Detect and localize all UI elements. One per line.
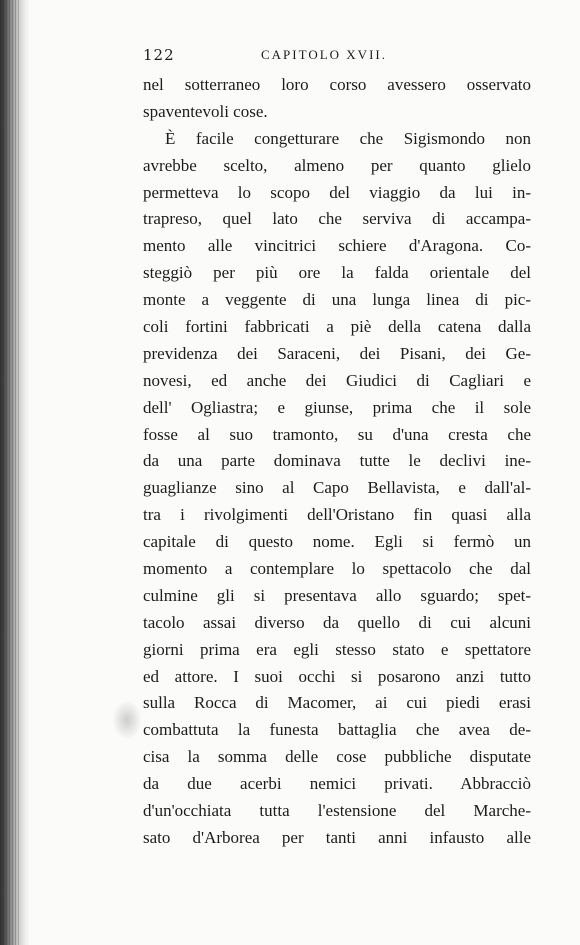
text-line: steggiò per più ore la falda orientale del [143,263,531,283]
text-line: permetteva lo scopo del viaggio da lui in- [143,182,531,202]
text-line: spaventevoli cose. [143,101,268,121]
text-line: previdenza dei Saraceni, dei Pisani, dei Ge- [143,343,531,363]
text-line: coli fortini fabbricati a piè della catena dalla [143,317,531,337]
text-line: sato d'Arborea per tanti anni infausto alle [143,827,531,847]
running-head: CAPITOLO XVII. [261,47,387,62]
text-line: d'un'occhiata tutta l'estensione del Marche- [143,801,531,821]
text-line: ed attore. I suoi occhi si posarono anzi tutto [143,666,531,686]
text-line: avrebbe scelto, almeno per quanto glielo [143,155,531,175]
page-number: 122 [143,46,175,64]
body-text [143,72,531,852]
text-line: capitale di questo nome. Egli si fermò un [143,532,531,552]
page-header [143,46,531,68]
text-line: culmine gli si presentava allo sguardo; spet- [143,585,531,605]
text-line: cisa la somma delle cose pubbliche disputate [143,747,531,767]
text-line: tacolo assai diverso da quello di cui alcuni [143,612,531,632]
text-line: nel sotterraneo loro corso avessero osservato [143,75,531,94]
text-line: monte a veggente di una lunga linea di pic- [143,290,531,310]
text-line: da una parte dominava tutte le declivi ine- [143,451,531,471]
text-line: combattuta la funesta battaglia che avea de- [143,720,531,740]
text-line: giorni prima era egli stesso stato e spettatore [143,639,531,659]
text-line: tra i rivolgimenti dell'Oristano fin quasi alla [143,505,531,525]
text-line: trapreso, quel lato che serviva di accampa- [143,209,531,229]
text-line: fosse al suo tramonto, su d'una cresta che [143,424,531,444]
text-line: guaglianze sino al Capo Bellavista, e dall'al- [143,478,531,498]
margin-smudge [112,700,142,740]
text-line: dell' Ogliastra; e giunse, prima che il sole [143,397,531,417]
text-line: novesi, ed anche dei Giudici di Cagliari e [143,370,531,390]
text-line: momento a contemplare lo spettacolo che dal [143,559,531,579]
text-line: È facile congetturare che Sigismondo non [165,128,531,148]
text-line: mento alle vincitrici schiere d'Aragona. Co- [143,236,531,256]
text-line: da due acerbi nemici privati. Abbracciò [143,774,531,794]
spine-edge-lines [3,0,19,945]
book-spine-shadow [0,0,30,945]
text-line: sulla Rocca di Macomer, ai cui piedi erasi [143,693,531,713]
